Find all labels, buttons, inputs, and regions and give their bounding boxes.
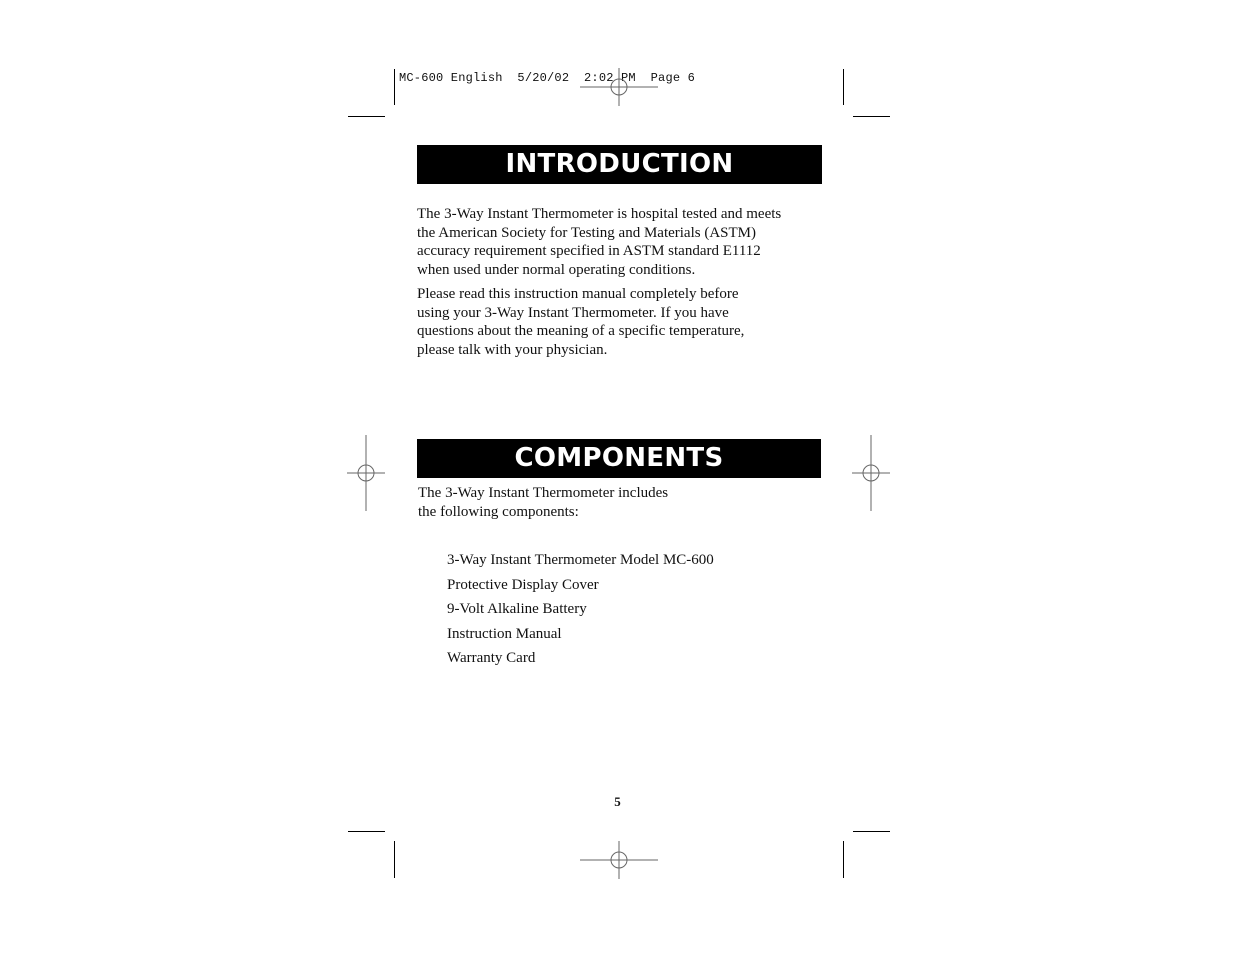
registration-mark-bottom-icon <box>580 841 658 879</box>
list-item: 3-Way Instant Thermometer Model MC-600 <box>447 552 714 568</box>
registration-mark-top-icon <box>580 68 658 106</box>
introduction-paragraph-1: The 3-Way Instant Thermometer is hospital tested and meets the American Society for Testing and Materials (ASTM) accuracy requirement specified in ASTM standard E1112 when used under normal operating conditions. <box>417 206 782 279</box>
list-item: Protective Display Cover <box>447 576 599 593</box>
crop-mark-top-right-vertical <box>843 69 844 105</box>
list-item: Warranty Card <box>447 650 536 666</box>
components-heading: COMPONENTS <box>417 439 821 478</box>
crop-mark-bottom-right-vertical <box>843 841 844 878</box>
printer-slug-line: MC-600 English 5/20/02 2:02 PM Page 6 <box>399 71 696 85</box>
components-intro: The 3-Way Instant Thermometer includes the following components: <box>418 485 669 520</box>
crop-mark-top-right-horizontal <box>853 116 890 117</box>
list-item: 9-Volt Alkaline Battery <box>447 601 587 617</box>
crop-mark-top-left-horizontal <box>348 116 385 117</box>
components-list <box>447 549 714 672</box>
registration-mark-left-icon <box>347 435 385 511</box>
crop-mark-bottom-left-horizontal <box>348 831 385 832</box>
page-number: 5 <box>614 794 621 809</box>
introduction-heading: INTRODUCTION <box>417 145 822 184</box>
introduction-paragraph-2: Please read this instruction manual completely before using your 3-Way Instant Thermometer. If you have questions about the meaning of a specific temperature, please talk with your physician. <box>417 286 745 359</box>
registration-mark-right-icon <box>852 435 890 511</box>
crop-mark-bottom-left-vertical <box>394 841 395 878</box>
list-item: Instruction Manual <box>447 625 562 642</box>
crop-mark-top-left-vertical <box>394 69 395 105</box>
crop-mark-bottom-right-horizontal <box>853 831 890 832</box>
